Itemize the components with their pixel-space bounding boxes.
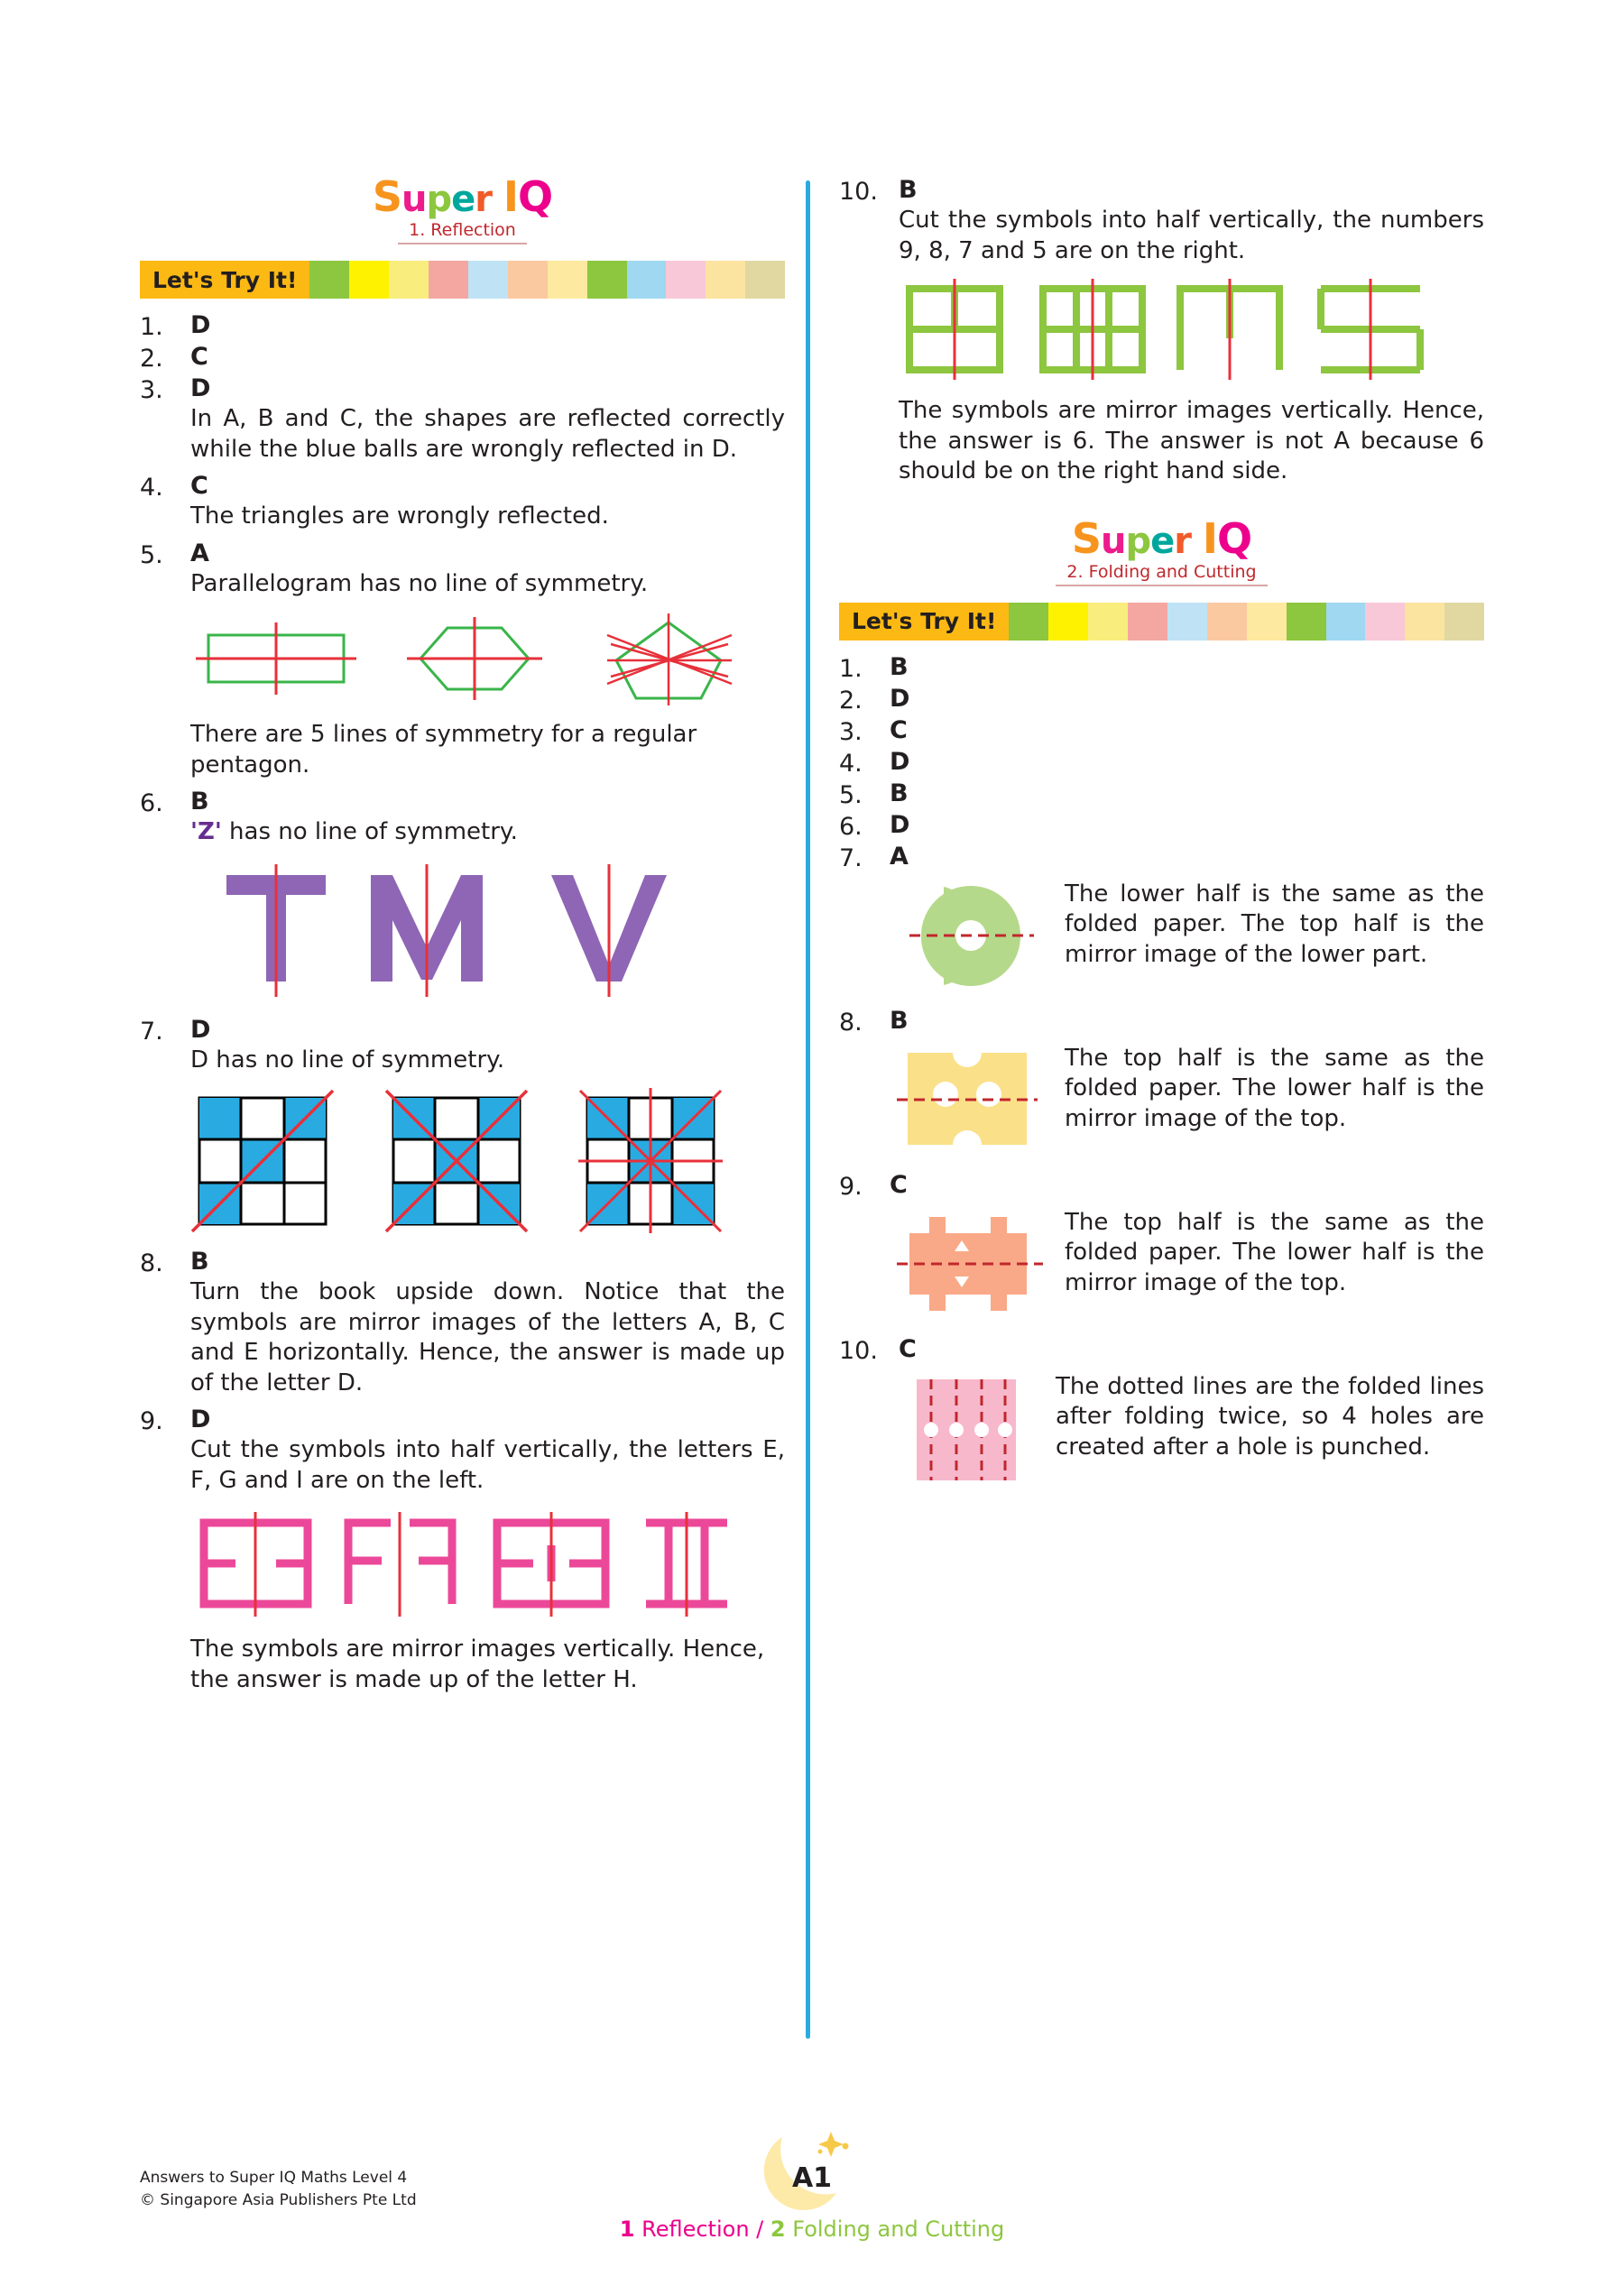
item-number: 9. <box>839 1172 863 1201</box>
list-item <box>140 788 785 1014</box>
list-item <box>140 1406 785 1701</box>
list-item <box>140 343 785 373</box>
footer-chapter-num-2: 2 <box>770 2217 786 2242</box>
logo-letter-s: S <box>372 172 401 221</box>
logo-letter-i: I <box>1202 513 1218 563</box>
yellow-cheese-figure-row <box>890 1044 1484 1157</box>
list-item <box>839 779 1484 809</box>
item-explanation <box>190 817 785 848</box>
item-number: 5. <box>839 780 863 809</box>
footer-chapter-text-2: Folding and Cutting <box>792 2217 1005 2242</box>
list-item <box>839 811 1484 841</box>
item-answer: A <box>890 842 909 871</box>
pink-holes-svg <box>899 1372 1043 1489</box>
orange-shape-svg <box>890 1208 1052 1321</box>
item-answer: C <box>890 1170 908 1199</box>
item-number: 8. <box>839 1008 863 1037</box>
item-number: 10. <box>839 178 878 206</box>
logo-letter-s: S <box>1071 513 1101 563</box>
letters-tmv-svg <box>190 857 696 1001</box>
item-answer: D <box>190 374 211 402</box>
chapter-subtitle-2: 2. Folding and Cutting <box>1056 562 1267 586</box>
pink-symbols-figure <box>190 1505 785 1622</box>
item-explanation: The top half is the same as the folded paper. The lower half is the mirror image of the top. <box>1065 1208 1484 1296</box>
left-column <box>140 172 785 1703</box>
item-answer: C <box>190 343 208 371</box>
item-answer: D <box>190 1015 211 1044</box>
logo-letter-p: p <box>1125 520 1151 562</box>
list-item <box>839 748 1484 778</box>
banner-color-strips <box>1009 603 1484 641</box>
item-explanation: D has no line of symmetry. <box>190 1046 505 1074</box>
item-explanation: The dotted lines are the folded lines after folding twice, so 4 holes are created after a hole is punched. <box>1056 1372 1484 1461</box>
item-answer: B <box>890 779 909 807</box>
orange-shape-figure-row <box>890 1208 1484 1321</box>
item-answer: B <box>190 1248 209 1277</box>
credit-line-1: Answers to Super IQ Maths Level 4 <box>140 2169 408 2187</box>
item-explanation-text: has no line of symmetry. <box>221 818 518 846</box>
letters-tmv-figure <box>190 857 785 1001</box>
item-number: 3. <box>140 376 163 404</box>
green-disc-svg <box>890 880 1052 992</box>
item-number: 4. <box>140 474 163 502</box>
grid-squares-svg <box>190 1084 732 1233</box>
logo-letter-q: Q <box>518 172 553 221</box>
item-explanation: Cut the symbols into half vertically, the numbers 9, 8, 7 and 5 are on the right. <box>899 207 1484 264</box>
item-answer: D <box>190 311 211 339</box>
list-item <box>839 1335 1484 1502</box>
column-divider <box>806 180 810 2039</box>
banner-color-strips <box>309 261 785 299</box>
item-number: 2. <box>839 686 863 714</box>
logo-wordmark-2 <box>1071 513 1252 563</box>
green-symbols-figure <box>899 275 1484 383</box>
logo-letter-r: r <box>475 179 492 220</box>
logo-letter-e: e <box>1150 520 1175 562</box>
banner-label: Let's Try It! <box>140 261 309 299</box>
item-number: 7. <box>839 843 863 872</box>
list-item <box>839 1007 1484 1169</box>
item-answer: B <box>890 1006 909 1035</box>
item-explanation-2: The symbols are mirror images vertically. Hence, the answer is made up of the letter H. <box>190 1636 765 1693</box>
footer-chapter-text-1: Reflection <box>641 2217 750 2242</box>
banner-label: Let's Try It! <box>839 603 1009 641</box>
item-number: 2. <box>140 345 163 373</box>
item-answer: A <box>190 539 209 567</box>
lets-try-it-banner-1 <box>140 261 785 299</box>
green-disc-figure-row <box>890 880 1484 992</box>
list-item <box>839 716 1484 746</box>
superiq-logo-chapter2 <box>839 513 1484 586</box>
page-number: A1 <box>791 2162 833 2194</box>
credit-line-2: © Singapore Asia Publishers Pte Ltd <box>140 2190 417 2209</box>
logo-letter-p: p <box>426 179 452 220</box>
item-answer: C <box>890 715 908 744</box>
item-number: 6. <box>140 789 163 818</box>
item-answer: B <box>899 176 918 204</box>
item-explanation: The triangles are wrongly reflected. <box>190 502 609 530</box>
footer-center <box>0 2115 1624 2242</box>
list-item <box>140 1248 785 1404</box>
lets-try-it-banner-2 <box>839 603 1484 641</box>
item-explanation-2: There are 5 lines of symmetry for a regular pentagon. <box>190 721 697 779</box>
item-answer: C <box>899 1334 917 1363</box>
item-answer: D <box>890 810 910 839</box>
item-number: 9. <box>140 1407 163 1436</box>
list-item <box>140 374 785 470</box>
list-item <box>839 653 1484 683</box>
list-item <box>140 539 785 787</box>
item-explanation: Parallelogram has no line of symmetry. <box>190 569 649 597</box>
item-explanation: In A, B and C, the shapes are reflected correctly while the blue balls are wrongly reflected in D. <box>190 405 785 463</box>
right-column <box>839 176 1484 1504</box>
logo-letter-r: r <box>1174 520 1191 562</box>
list-item <box>140 1016 785 1247</box>
item-number: 1. <box>140 313 163 341</box>
item-answer: C <box>190 472 208 501</box>
chapter-subtitle: 1. Reflection <box>398 220 527 244</box>
logo-letter-u: u <box>401 179 427 220</box>
item-number: 7. <box>140 1017 163 1046</box>
item-answer: B <box>890 652 909 681</box>
moon-decoration <box>744 2115 880 2224</box>
item-explanation: Turn the book upside down. Notice that the symbols are mirror images of the letters A, B, C and E horizontally. Hence, the answer is made up of the letter D. <box>190 1278 785 1396</box>
footer-separator: / <box>756 2217 764 2242</box>
list-item <box>839 1171 1484 1333</box>
item-explanation-2: The symbols are mirror images vertically. Hence, the answer is 6. The answer is not A because 6 should be on the right hand side. <box>899 397 1484 485</box>
item-number: 10. <box>839 1336 878 1365</box>
logo-letter-u: u <box>1100 520 1126 562</box>
letter-z-highlight: 'Z' <box>190 818 222 846</box>
item-number: 4. <box>839 749 863 778</box>
item-number: 8. <box>140 1249 163 1278</box>
logo-letter-q: Q <box>1217 513 1252 563</box>
list-item <box>839 843 1484 1005</box>
pink-holes-figure-row <box>899 1372 1484 1489</box>
superiq-logo-chapter1 <box>140 172 785 244</box>
pink-symbols-svg <box>190 1505 750 1622</box>
item-number: 5. <box>140 540 163 569</box>
item-answer: D <box>890 747 910 776</box>
item-number: 6. <box>839 812 863 841</box>
list-item <box>839 176 1484 502</box>
item-number: 3. <box>839 717 863 746</box>
list-item <box>140 472 785 538</box>
item-answer: D <box>890 684 910 713</box>
item-answer: B <box>190 788 209 816</box>
item-explanation: Cut the symbols into half vertically, the letters E, F, G and I are on the left. <box>190 1436 785 1494</box>
yellow-cheese-svg <box>890 1044 1052 1157</box>
item-explanation: The lower half is the same as the folded paper. The top half is the mirror image of the lower part. <box>1065 880 1484 968</box>
footer-chapter-num-1: 1 <box>619 2217 635 2242</box>
logo-wordmark <box>372 172 553 221</box>
item-explanation: The top half is the same as the folded paper. The lower half is the mirror image of the top. <box>1065 1044 1484 1132</box>
symmetry-shapes-figure <box>190 608 785 707</box>
grid-squares-figure <box>190 1084 785 1233</box>
list-item <box>839 685 1484 714</box>
list-item <box>140 311 785 341</box>
item-answer: D <box>190 1406 211 1434</box>
logo-letter-i: I <box>503 172 519 221</box>
symmetry-shapes-svg <box>190 608 768 707</box>
item-number: 1. <box>839 654 863 683</box>
logo-letter-e: e <box>451 179 475 220</box>
green-symbols-svg <box>899 275 1440 383</box>
